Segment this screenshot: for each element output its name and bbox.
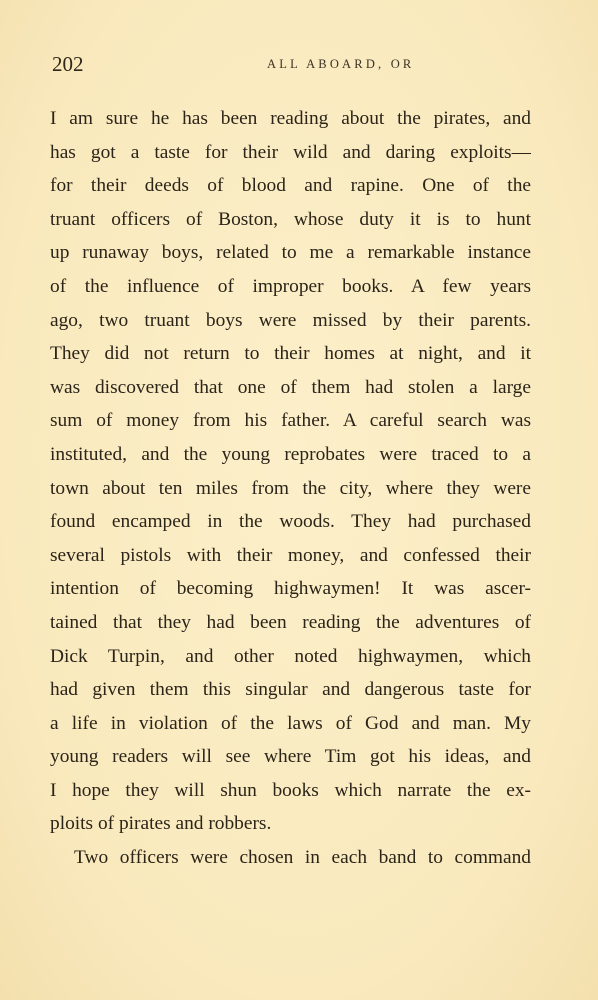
text-line: of the influence of improper books. A few years xyxy=(50,275,531,297)
running-head: ALL ABOARD, OR xyxy=(267,57,415,71)
text-line: intention of becoming highwaymen! It was ascer- xyxy=(50,578,531,600)
text-line: instituted, and the young reprobates were traced to a xyxy=(50,443,531,465)
text-line: had given them this singular and dangerous taste for xyxy=(50,679,531,701)
body-text xyxy=(50,102,531,875)
text-line: ploits of pirates and robbers. xyxy=(50,813,272,835)
text-line: has got a taste for their wild and daring exploits— xyxy=(50,141,531,163)
text-line: Dick Turpin, and other noted highwaymen, which xyxy=(50,645,531,667)
page-number: 202 xyxy=(52,52,84,76)
text-line: tained that they had been reading the adventures of xyxy=(50,611,531,633)
text-line: was discovered that one of them had stolen a large xyxy=(50,376,531,398)
text-line: several pistols with their money, and confessed their xyxy=(50,544,531,566)
text-line: town about ten miles from the city, where they were xyxy=(50,477,531,499)
text-line: young readers will see where Tim got his ideas, and xyxy=(50,746,531,768)
text-line: They did not return to their homes at night, and it xyxy=(50,343,531,365)
text-line: found encamped in the woods. They had purchased xyxy=(50,511,531,533)
text-line: truant officers of Boston, whose duty it is to hunt xyxy=(50,208,531,230)
text-line: for their deeds of blood and rapine. One of the xyxy=(50,175,531,197)
text-line: ago, two truant boys were missed by their parents. xyxy=(50,309,531,331)
text-line: up runaway boys, related to me a remarkable instance xyxy=(50,242,531,264)
text-line: Two officers were chosen in each band to command xyxy=(74,847,531,869)
text-line: sum of money from his father. A careful search was xyxy=(50,410,531,432)
page-header xyxy=(52,50,530,78)
text-line: a life in violation of the laws of God and man. My xyxy=(50,712,531,734)
text-line: I hope they will shun books which narrate the ex- xyxy=(50,779,531,801)
text-line: I am sure he has been reading about the pirates, and xyxy=(50,108,531,129)
